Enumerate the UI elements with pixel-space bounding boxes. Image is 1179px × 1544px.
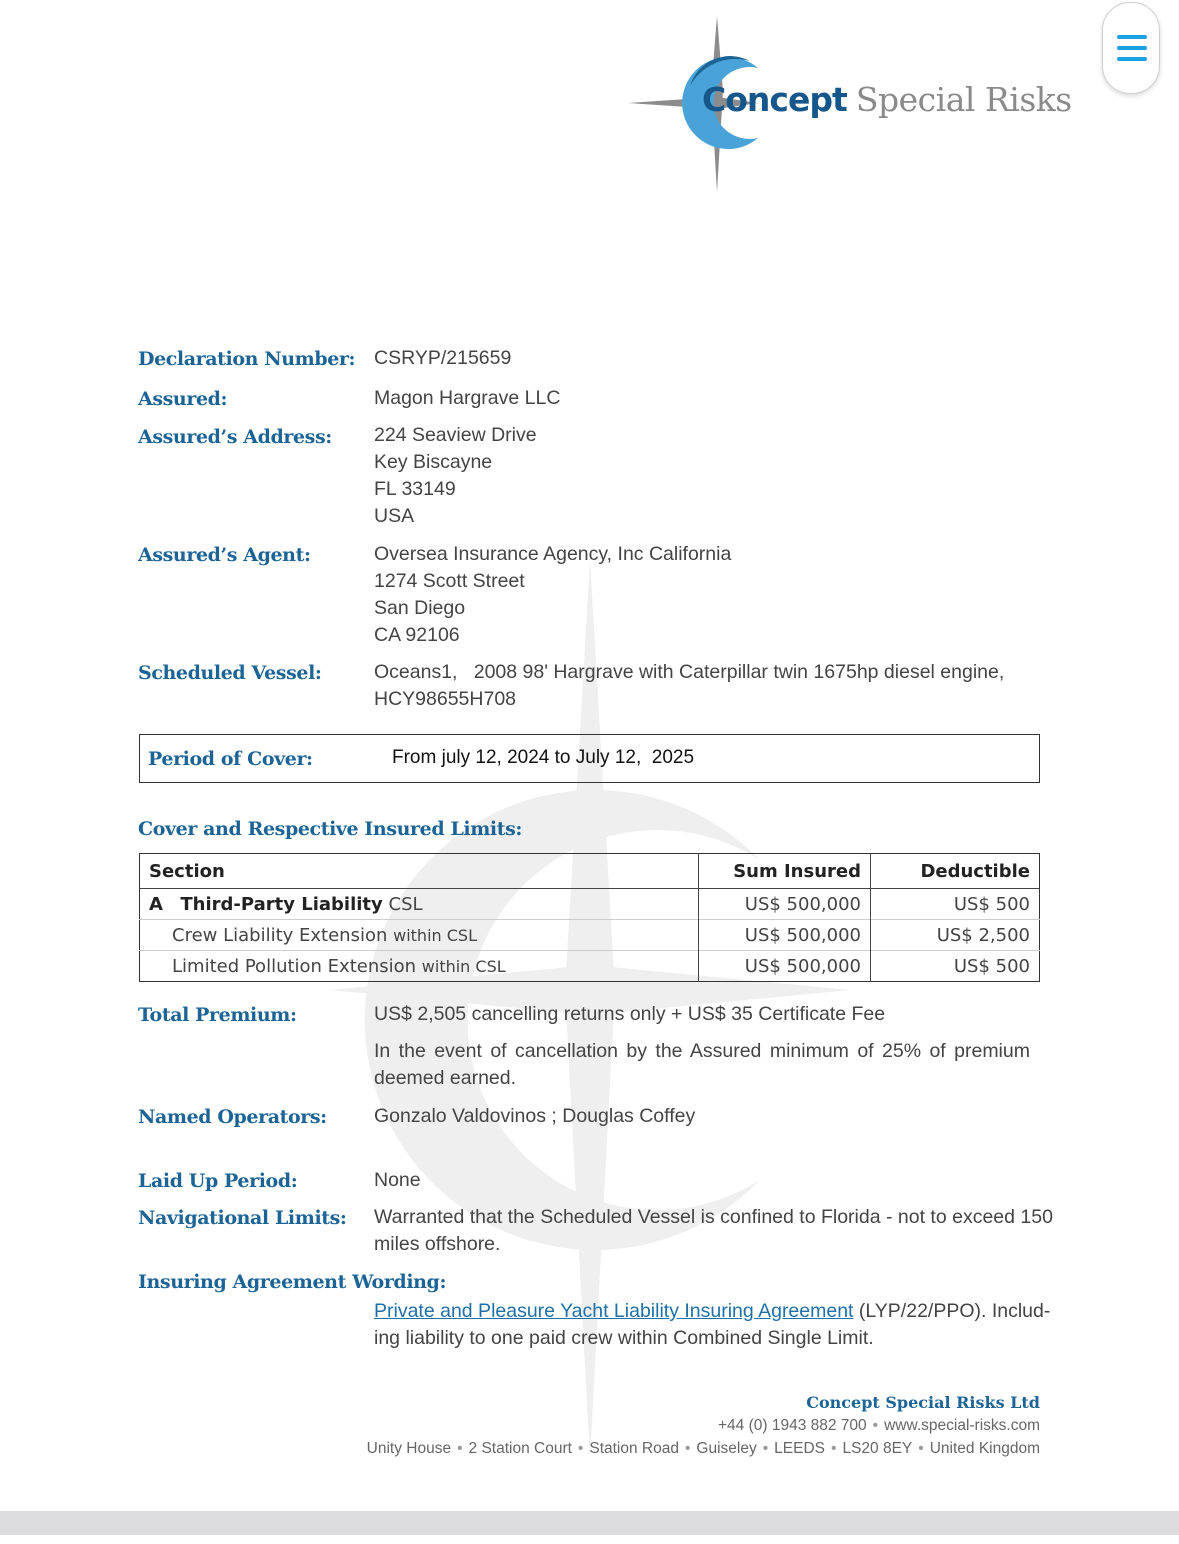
- agent-line: 1274 Scott Street: [374, 570, 525, 592]
- section-letter: A: [149, 893, 163, 915]
- named-operators-value: Gonzalo Valdovinos ; Douglas Coffey: [374, 1105, 696, 1127]
- address-part: LS20 8EY: [842, 1440, 913, 1457]
- brand-name-light: Special Risks: [855, 80, 1072, 119]
- footer: [367, 1393, 1040, 1458]
- named-operators-label: Named Operators:: [138, 1106, 327, 1128]
- footer-company: Concept Special Risks Ltd: [806, 1393, 1040, 1412]
- agent-line: CA 92106: [374, 624, 460, 646]
- scheduled-vessel-value: [374, 659, 1004, 713]
- laid-up-period-label: Laid Up Period:: [138, 1170, 298, 1192]
- deductible-cell: US$ 500: [953, 893, 1030, 915]
- section-cell: [140, 889, 699, 920]
- section-cell: [140, 951, 699, 982]
- address-part: 2 Station Court: [468, 1440, 572, 1457]
- agent-line: Oversea Insurance Agency, Inc California: [374, 543, 732, 565]
- table-header-row: [140, 854, 1040, 889]
- footer-website[interactable]: www.special-risks.com: [884, 1417, 1040, 1434]
- table-row: [140, 889, 1040, 920]
- assured-agent-label: Assured’s Agent:: [138, 544, 311, 566]
- navigational-limits-label: Navigational Limits:: [138, 1207, 347, 1229]
- footer-phone: +44 (0) 1943 882 700: [718, 1417, 867, 1434]
- note-line: In the event of cancellation by the Assured minimum of 25% of premium: [374, 1040, 1030, 1062]
- section-suffix: within CSL: [393, 925, 477, 945]
- cover-table: [139, 853, 1040, 982]
- assured-label: Assured:: [138, 388, 228, 410]
- assured-value: Magon Hargrave LLC: [374, 387, 561, 409]
- agent-line: San Diego: [374, 597, 466, 619]
- total-premium-label: Total Premium:: [138, 1004, 297, 1026]
- sum-insured-cell: US$ 500,000: [699, 920, 871, 951]
- assured-agent-value: [374, 541, 731, 649]
- insuring-agreement-value: [374, 1298, 1050, 1352]
- insuring-agreement-link[interactable]: Private and Pleasure Yacht Liability Insuring Agreement: [374, 1300, 854, 1322]
- section-name: Crew Liability Extension: [172, 924, 388, 946]
- vessel-line: HCY98655H708: [374, 688, 517, 710]
- address-line: USA: [374, 505, 415, 527]
- deductible-cell: US$ 500: [871, 951, 1040, 982]
- column-header-deductible: Deductible: [871, 854, 1040, 889]
- insuring-agreement-line: ing liability to one paid crew within Combined Single Limit.: [374, 1327, 874, 1349]
- cover-heading: Cover and Respective Insured Limits:: [138, 818, 523, 840]
- address-line: 224 Seaview Drive: [374, 424, 537, 446]
- nav-limits-line: Warranted that the Scheduled Vessel is confined to Florida - not to exceed 150: [374, 1206, 1053, 1228]
- sum-insured-cell: US$ 500,000: [699, 889, 871, 920]
- total-premium-value: US$ 2,505 cancelling returns only + US$ 35 Certificate Fee: [374, 1003, 886, 1025]
- footer-address: Unity House • 2 Station Court • Station Road • Guiseley • LEEDS • LS20 8EY • United Kingdom: [366, 1440, 1040, 1457]
- assured-address-value: [374, 422, 537, 530]
- address-line: FL 33149: [374, 478, 456, 500]
- address-part: LEEDS: [774, 1440, 826, 1457]
- cancellation-note: [374, 1038, 1039, 1092]
- brand-name: [702, 80, 1072, 119]
- section-suffix: CSL: [388, 893, 423, 915]
- assured-address-label: Assured’s Address:: [138, 426, 332, 448]
- note-line: deemed earned.: [374, 1067, 517, 1089]
- sum-insured-cell: US$ 500,000: [699, 951, 871, 982]
- period-of-cover-box: [139, 734, 1040, 783]
- section-cell: [140, 920, 699, 951]
- period-of-cover-label: Period of Cover:: [148, 748, 313, 770]
- bottom-bar: [0, 1511, 1179, 1535]
- period-of-cover-value: From july 12, 2024 to July 12, 2025: [392, 747, 695, 768]
- laid-up-period-value: None: [374, 1169, 421, 1191]
- address-part: Guiseley: [696, 1440, 757, 1457]
- column-header-sum-insured: Sum Insured: [699, 854, 871, 889]
- section-name: Limited Pollution Extension: [172, 955, 417, 977]
- section-name: Third-Party Liability: [180, 893, 383, 915]
- address-line: Key Biscayne: [374, 451, 493, 473]
- brand-name-bold: Concept: [702, 80, 847, 119]
- navigational-limits-value: [374, 1204, 1053, 1258]
- section-suffix: within CSL: [421, 956, 506, 976]
- deductible-cell: US$ 2,500: [871, 920, 1040, 951]
- declaration-number-label: Declaration Number:: [138, 348, 356, 370]
- insuring-agreement-label: Insuring Agreement Wording:: [138, 1271, 447, 1293]
- vessel-line: Oceans1, 2008 98' Hargrave with Caterpillar twin 1675hp diesel engine,: [374, 661, 1005, 683]
- footer-contact: +44 (0) 1943 882 700 • www.special-risks.com: [718, 1417, 1040, 1434]
- table-row: [140, 920, 1040, 951]
- table-row: [140, 951, 1040, 982]
- menu-button[interactable]: [1102, 2, 1160, 94]
- address-part: Unity House: [366, 1440, 452, 1457]
- column-header-section: Section: [140, 854, 699, 889]
- scheduled-vessel-label: Scheduled Vessel:: [138, 662, 322, 684]
- nav-limits-line: miles offshore.: [374, 1233, 501, 1255]
- declaration-number-value: CSRYP/215659: [374, 347, 512, 369]
- address-part: United Kingdom: [929, 1440, 1040, 1457]
- address-part: Station Road: [589, 1440, 679, 1457]
- insuring-agreement-ref: (LYP/22/PPO). Includ-: [853, 1300, 1051, 1322]
